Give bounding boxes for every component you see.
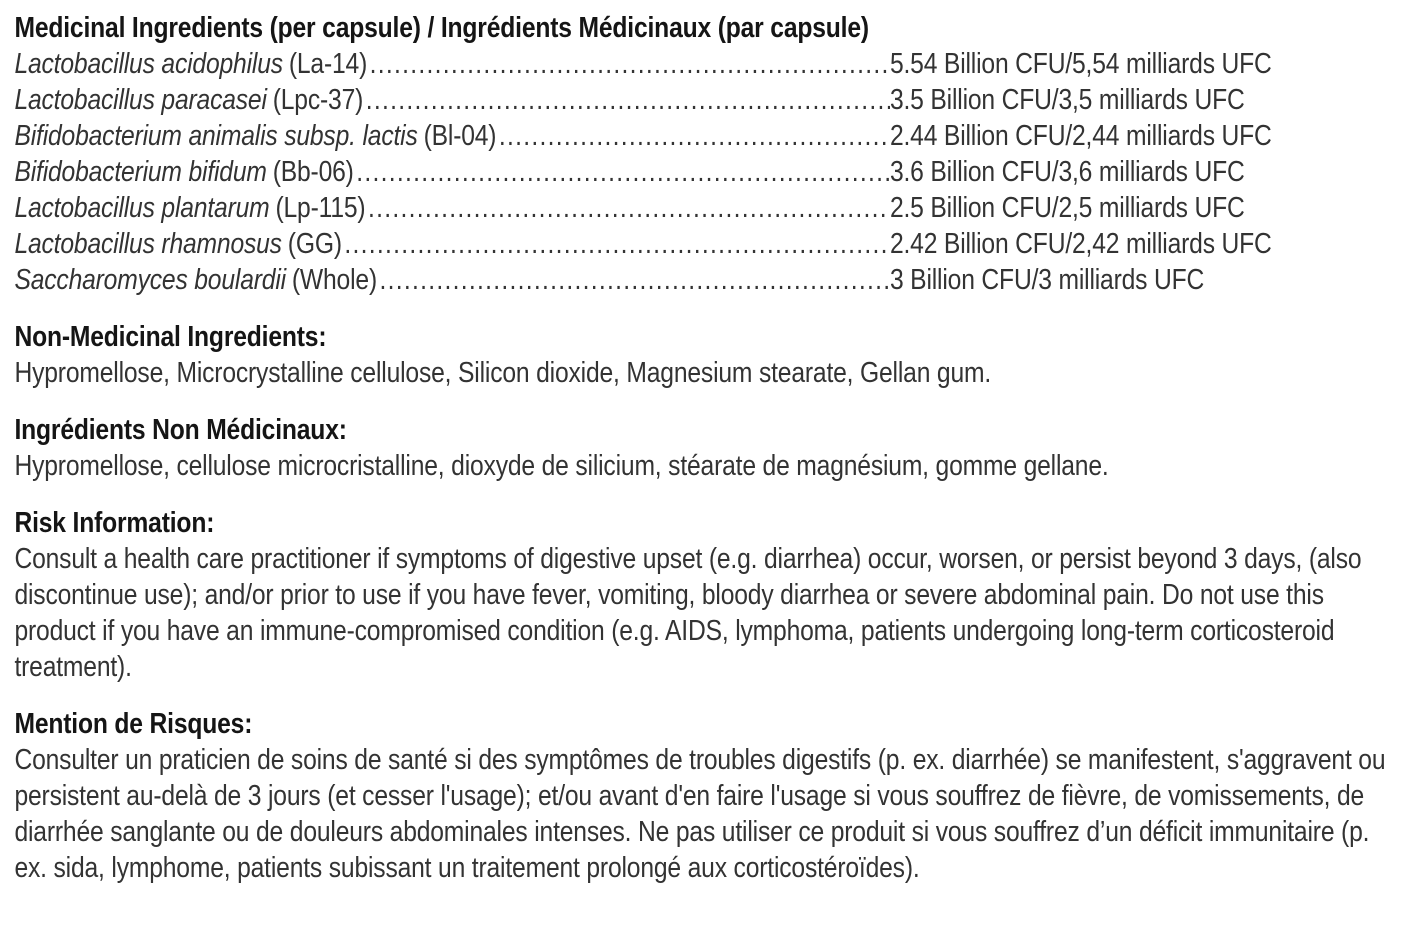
ingredient-amount: 2.42 Billion CFU/2,42 milliards UFC [889, 228, 1272, 260]
dot-leader [366, 82, 890, 118]
non-medicinal-ingredients-fr-heading: Ingrédients Non Médicinaux: [14, 414, 347, 446]
ingredient-lead [14, 46, 890, 82]
risk-information-fr-section [14, 706, 1405, 886]
medicinal-ingredients-list [14, 46, 1405, 298]
risk-information-en-section [14, 505, 1405, 685]
ingredient-name: Lactobacillus plantarum [14, 192, 270, 224]
non-medicinal-ingredients-fr-body: Hypromellose, cellulose microcristalline, dioxyde de silicium, stéarate de magnésium, gomme gellane. [14, 450, 1109, 482]
ingredient-name: Bifidobacterium bifidum [14, 156, 267, 188]
risk-information-en-heading: Risk Information: [14, 507, 215, 539]
non-medicinal-ingredients-en-section [14, 319, 1405, 391]
ingredient-strain: (GG) [287, 228, 342, 260]
non-medicinal-ingredients-en-heading: Non-Medicinal Ingredients: [14, 321, 327, 353]
ingredient-name: Lactobacillus paracasei [14, 84, 267, 116]
non-medicinal-ingredients-en-body: Hypromellose, Microcrystalline cellulose, Silicon dioxide, Magnesium stearate, Gellan gum. [14, 357, 992, 389]
ingredient-amount: 5.54 Billion CFU/5,54 milliards UFC [889, 48, 1272, 80]
risk-information-en-body: Consult a health care practitioner if symptoms of digestive upset (e.g. diarrhea) occur, worsen, or persist beyond 3 days, (also discontinue use); and/or prior to use if you have fever, vomiting, bloody diarrhea or severe abdominal pain. Do not use this product if you have an immune-compromised condition (e.g. AIDS, lymphoma, patients undergoing long-term corticosteroid treatment). [14, 543, 1362, 683]
dot-leader [368, 190, 890, 226]
ingredient-strain: (La-14) [288, 48, 368, 80]
dot-leader [380, 262, 890, 298]
ingredient-row [14, 46, 1405, 82]
ingredient-row [14, 226, 1405, 262]
ingredient-row [14, 82, 1405, 118]
ingredient-amount: 3 Billion CFU/3 milliards UFC [889, 264, 1205, 296]
medicinal-ingredients-heading: Medicinal Ingredients (per capsule) / Ingrédients Médicinaux (par capsule) [14, 12, 869, 44]
ingredient-lead [14, 190, 890, 226]
non-medicinal-ingredients-fr-section [14, 412, 1405, 484]
ingredient-amount: 3.5 Billion CFU/3,5 milliards UFC [889, 84, 1245, 116]
risk-information-fr-body: Consulter un praticien de soins de santé si des symptômes de troubles digestifs (p. ex. diarrhée) se manifestent, s'aggravent ou persistent au-delà de 3 jours (et cesser l'usage); et/ou avant d'en faire l'usage si vous souffrez de fièvre, de vomissements, de diarrhée sanglante ou de douleurs abdominales intenses. Ne pas utiliser ce produit si vous souffrez d’un déficit immunitaire (p. ex. sida, lymphome, patients subissant un traitement prolongé aux corticostéroïdes). [14, 744, 1386, 884]
ingredient-strain: (Whole) [291, 264, 377, 296]
ingredient-lead [14, 118, 890, 154]
dot-leader [499, 118, 890, 154]
ingredient-row [14, 154, 1405, 190]
ingredient-lead [14, 154, 890, 190]
ingredient-row [14, 190, 1405, 226]
dot-leader [344, 226, 890, 262]
dot-leader [356, 154, 890, 190]
ingredient-row [14, 118, 1405, 154]
ingredient-name: Lactobacillus acidophilus [14, 48, 283, 80]
ingredient-strain: (Lpc-37) [272, 84, 364, 116]
ingredient-strain: (Bl-04) [423, 120, 497, 152]
ingredient-name: Saccharomyces boulardii [14, 264, 286, 296]
ingredient-amount: 2.5 Billion CFU/2,5 milliards UFC [889, 192, 1245, 224]
ingredient-strain: (Bb-06) [272, 156, 354, 188]
dot-leader [370, 46, 890, 82]
ingredient-amount: 3.6 Billion CFU/3,6 milliards UFC [889, 156, 1245, 188]
ingredient-row [14, 262, 1405, 298]
risk-information-fr-heading: Mention de Risques: [14, 708, 253, 740]
ingredient-name: Lactobacillus rhamnosus [14, 228, 282, 260]
ingredient-name: Bifidobacterium animalis subsp. lactis [14, 120, 418, 152]
ingredient-lead [14, 82, 890, 118]
ingredient-lead [14, 226, 890, 262]
ingredient-amount: 2.44 Billion CFU/2,44 milliards UFC [889, 120, 1272, 152]
ingredient-strain: (Lp-115) [275, 192, 366, 224]
ingredient-lead [14, 262, 890, 298]
